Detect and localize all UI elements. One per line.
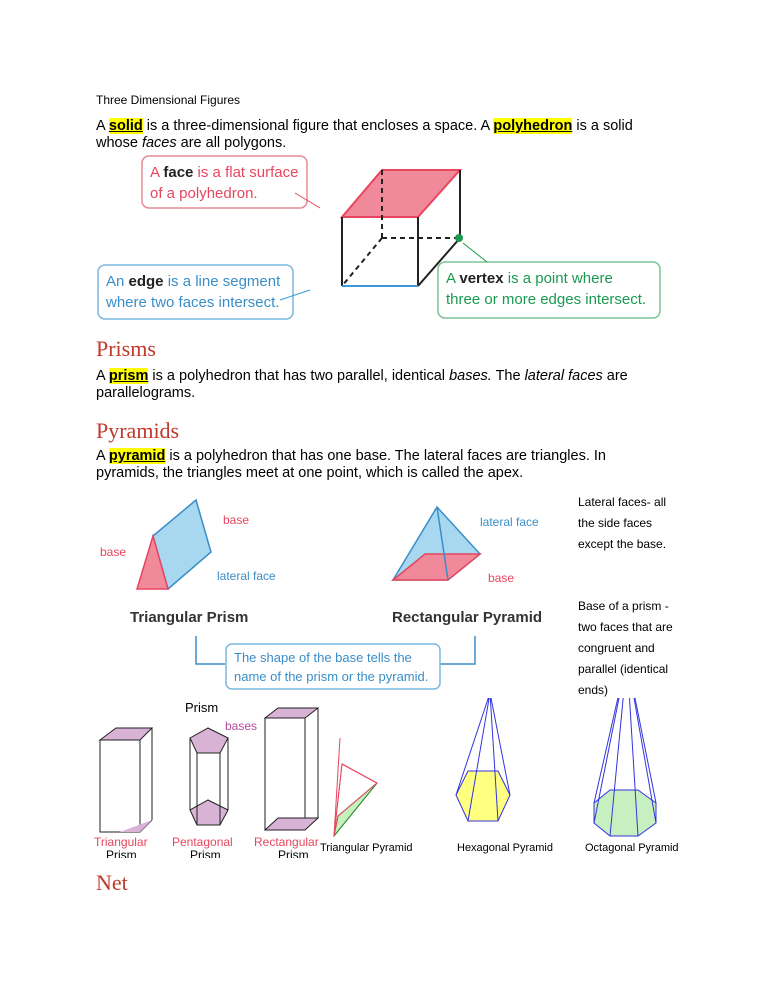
edge-callout: An edge is a line segment where two faces intersect. [106, 273, 281, 311]
term-prism: prism [108, 368, 149, 384]
term-solid: solid [108, 118, 143, 134]
prism-pyramid-figure [90, 492, 570, 692]
caption-triangular-prism: Triangular Prism [130, 609, 249, 626]
page-title: Three Dimensional Figures [96, 93, 241, 107]
term-polyhedron: polyhedron [493, 118, 573, 134]
caption-triangular-prism: Triangular [94, 835, 148, 849]
face-callout: A face is a flat surface of a polyhedron. [150, 164, 299, 202]
caption-rectangular-pyramid: Rectangular Pyramid [392, 609, 543, 626]
vertex-dot [455, 234, 463, 242]
caption-hexagonal-pyramid: Hexagonal Pyramid [457, 842, 553, 854]
pyramids-paragraph: A pyramid is a polyhedron that has one base. The lateral faces are triangles. In pyramids, the triangles meet at one point, which is called the apex. [96, 448, 606, 481]
solids-examples-figure [90, 698, 690, 858]
term-pyramid: pyramid [108, 448, 166, 464]
label-lateral-face: lateral face [217, 569, 276, 583]
net-heading: Net [96, 870, 128, 895]
caption-prism: Prism [106, 848, 137, 858]
base-name-callout: The shape of the base tells the name of the prism or the pyramid. [234, 650, 429, 684]
vertex-callout: A vertex is a point where three or more edges intersect. [446, 270, 647, 308]
label-lateral-face: lateral face [480, 515, 539, 529]
caption-triangular-pyramid: Triangular Pyramid [320, 842, 413, 854]
caption-rectangular-prism: Rectangular [254, 835, 319, 849]
label-bases: bases [225, 719, 258, 733]
prisms-heading: Prisms [96, 336, 156, 361]
label-base: base [223, 513, 250, 527]
face-shape [342, 170, 460, 217]
caption-prism: Prism [190, 848, 221, 858]
caption-pentagonal-prism: Pentagonal [172, 835, 233, 849]
intro-paragraph: A solid is a three-dimensional figure that encloses a space. A polyhedron is a solid whose faces are all polygons. [96, 118, 633, 151]
caption-prism: Prism [278, 848, 309, 858]
label-base: base [488, 571, 515, 585]
note-lateral-faces: Lateral faces- all the side faces except the base. [578, 495, 667, 551]
label-prism: Prism [185, 700, 219, 715]
prisms-paragraph: A prism is a polyhedron that has two parallel, identical bases. The lateral faces are parallelograms. [96, 368, 628, 401]
pyramids-heading: Pyramids [96, 418, 180, 443]
note-base-of-prism: Base of a prism - two faces that are congruent and parallel (identical ends) [578, 599, 673, 697]
label-base: base [100, 545, 127, 559]
polyhedron-parts-figure [90, 150, 670, 325]
caption-octagonal-pyramid: Octagonal Pyramid [585, 842, 679, 854]
